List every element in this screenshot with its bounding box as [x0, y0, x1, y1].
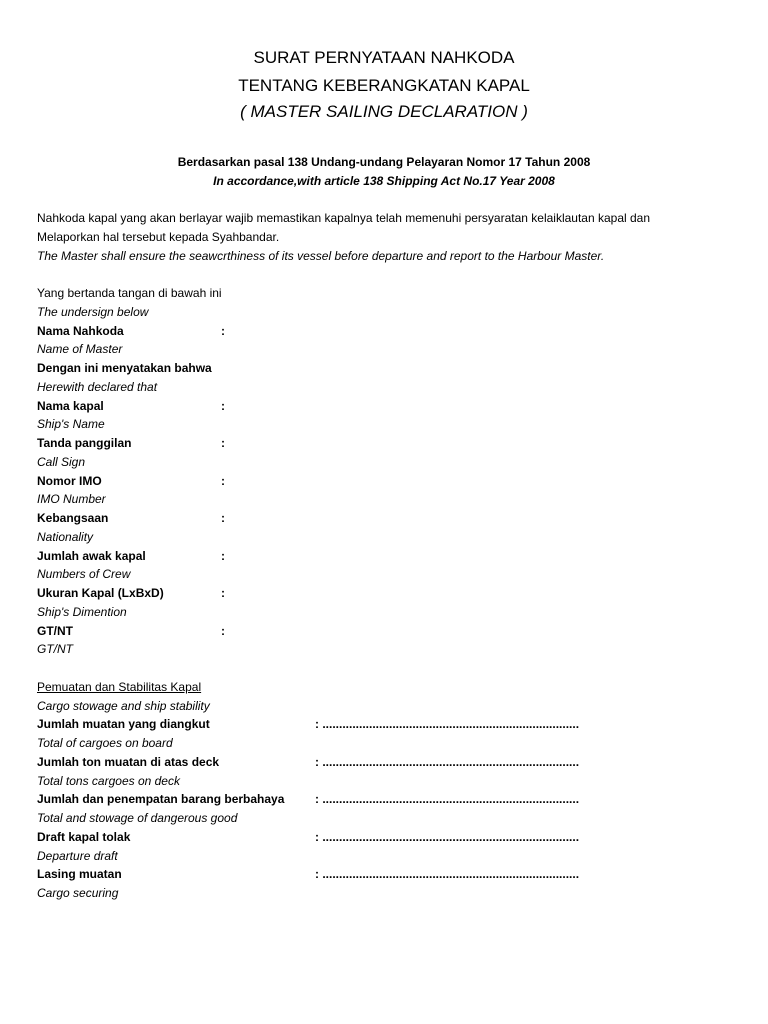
cargo-heading: Pemuatan dan Stabilitas Kapal: [37, 679, 202, 694]
imo-label: Nomor IMO: [37, 473, 102, 488]
imo-row-en: [37, 490, 737, 509]
cargo-loaded-row: [37, 715, 737, 734]
declaration-fields: [37, 284, 737, 903]
master-name-row-en: [37, 340, 737, 359]
intro-paragraph-line2: Melaporkan hal tersebut kepada Syahbandar.: [37, 230, 280, 244]
gtnt-colon[interactable]: :: [221, 623, 225, 638]
cargo-deck-field[interactable]: : .............................................................................: [315, 754, 580, 769]
departure-draft-field[interactable]: : .............................................................................: [315, 829, 580, 844]
dangerous-goods-row: [37, 790, 737, 809]
cargo-loaded-label: Jumlah muatan yang diangkut: [37, 717, 210, 732]
legal-basis-indonesian: Berdasarkan pasal 138 Undang-undang Pelayaran Nomor 17 Tahun 2008: [177, 155, 591, 169]
ship-name-label: Nama kapal: [37, 398, 104, 413]
gtnt-row-en: [37, 640, 737, 659]
gtnt-label: GT/NT: [37, 623, 73, 638]
cargo-securing-label-en: Cargo securing: [37, 886, 119, 900]
ship-name-label-en: Ship's Name: [37, 417, 105, 432]
master-name-row: [37, 322, 737, 341]
intro-paragraph-line1: Nahkoda kapal yang akan berlayar wajib memastikan kapalnya telah memenuhi persyaratan kelaiklautan kapal dan: [37, 211, 651, 225]
crew-colon[interactable]: :: [221, 548, 225, 563]
ship-name-row-en: [37, 415, 737, 434]
document-title-line2: TENTANG KEBERANGKATAN KAPAL: [238, 76, 530, 95]
master-name-label: Nama Nahkoda: [37, 323, 124, 338]
legal-basis-english: In accordance,with article 138 Shipping Act No.17 Year 2008: [213, 174, 555, 188]
cargo-securing-row: [37, 865, 737, 884]
crew-label: Jumlah awak kapal: [37, 548, 146, 563]
cargo-deck-label-en: Total tons cargoes on deck: [37, 773, 180, 788]
cargo-securing-label: Lasing muatan: [37, 867, 122, 882]
cargo-heading-row: [37, 678, 737, 697]
document-title: SURAT PERNYATAAN NAHKODA: [253, 48, 515, 67]
cargo-heading-row-en: [37, 697, 737, 716]
master-name-label-en: Name of Master: [37, 342, 123, 357]
cargo-deck-row: [37, 753, 737, 772]
dimension-label: Ukuran Kapal (LxBxD): [37, 586, 164, 600]
dimension-colon[interactable]: :: [221, 586, 225, 600]
declared-label-en: Herewith declared that: [37, 379, 158, 394]
declared-label: Dengan ini menyatakan bahwa: [37, 361, 212, 375]
dangerous-goods-label: Jumlah dan penempatan barang berbahaya: [37, 792, 285, 807]
dimension-row: [37, 584, 737, 603]
nationality-label: Kebangsaan: [37, 511, 109, 525]
ship-name-colon[interactable]: :: [221, 398, 225, 413]
nationality-row-en: [37, 528, 737, 547]
nationality-colon[interactable]: :: [221, 511, 225, 525]
departure-draft-label-en: Departure draft: [37, 848, 118, 863]
section-spacer: [37, 659, 737, 678]
imo-colon[interactable]: :: [221, 473, 225, 488]
call-sign-label: Tanda panggilan: [37, 436, 132, 450]
declared-row-en: [37, 378, 737, 397]
call-sign-label-en: Call Sign: [37, 454, 86, 469]
dangerous-goods-row-en: [37, 809, 737, 828]
crew-row: [37, 547, 737, 566]
departure-draft-row: [37, 828, 737, 847]
nationality-row: [37, 509, 737, 528]
imo-row: [37, 472, 737, 491]
crew-label-en: Numbers of Crew: [37, 567, 131, 582]
departure-draft-label: Draft kapal tolak: [37, 829, 131, 844]
call-sign-row-en: [37, 453, 737, 472]
signed-below-label: Yang bertanda tangan di bawah ini: [37, 286, 222, 300]
call-sign-row: [37, 434, 737, 453]
cargo-heading-en: Cargo stowage and ship stability: [37, 698, 210, 713]
cargo-loaded-label-en: Total of cargoes on board: [37, 736, 173, 750]
dangerous-goods-field[interactable]: : .............................................................................: [315, 792, 580, 807]
cargo-loaded-field[interactable]: : .............................................................................: [315, 717, 580, 732]
cargo-securing-row-en: [37, 884, 737, 903]
declared-row: [37, 359, 737, 378]
signed-below-label-en: The undersign below: [37, 304, 149, 319]
cargo-securing-field[interactable]: : .............................................................................: [315, 867, 580, 882]
ship-name-row: [37, 397, 737, 416]
signed-below-row-en: [37, 303, 737, 322]
document-title-english: ( MASTER SAILING DECLARATION ): [240, 102, 528, 121]
master-name-colon[interactable]: :: [221, 323, 225, 338]
gtnt-row: [37, 622, 737, 641]
call-sign-colon[interactable]: :: [221, 436, 225, 450]
imo-label-en: IMO Number: [37, 492, 106, 507]
signed-below-row: [37, 284, 737, 303]
nationality-label-en: Nationality: [37, 529, 94, 544]
crew-row-en: [37, 565, 737, 584]
dimension-label-en: Ship's Dimention: [37, 604, 127, 619]
gtnt-label-en: GT/NT: [37, 642, 73, 657]
intro-paragraph-english: The Master shall ensure the seawcrthiness of its vessel before departure and report to the Harbour Master.: [37, 249, 605, 263]
departure-draft-row-en: [37, 847, 737, 866]
cargo-deck-row-en: [37, 772, 737, 791]
dimension-row-en: [37, 603, 737, 622]
dangerous-goods-label-en: Total and stowage of dangerous good: [37, 811, 238, 825]
cargo-loaded-row-en: [37, 734, 737, 753]
cargo-deck-label: Jumlah ton muatan di atas deck: [37, 754, 220, 769]
